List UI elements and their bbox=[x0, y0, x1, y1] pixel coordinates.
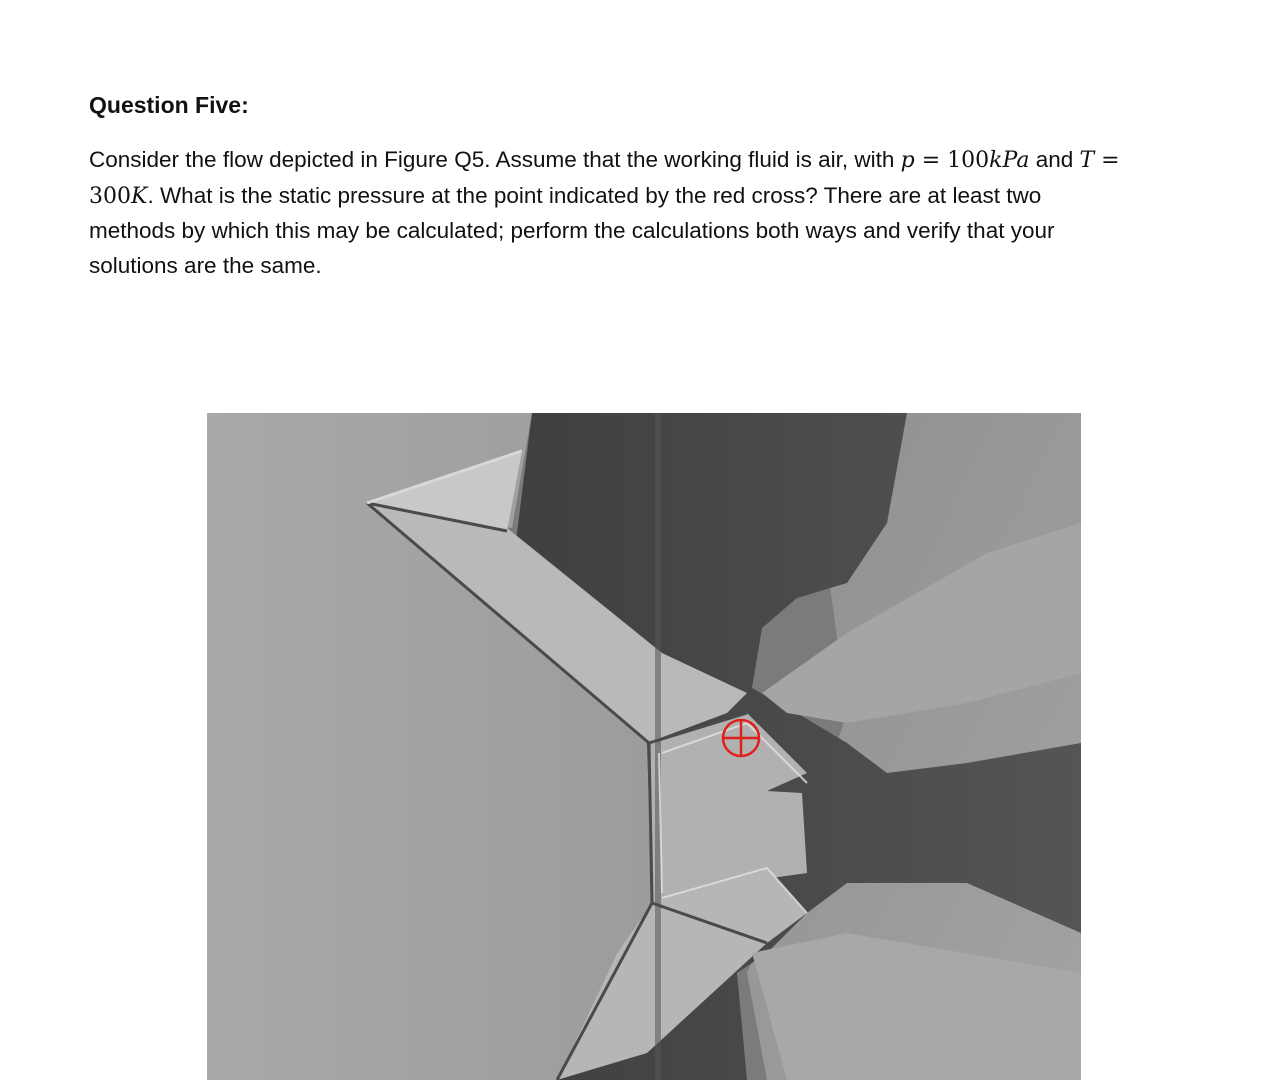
question-heading: Question Five: bbox=[89, 92, 249, 118]
temperature-equals: = bbox=[1094, 148, 1120, 173]
math-pressure bbox=[901, 148, 1030, 173]
math-temperature bbox=[1079, 148, 1119, 173]
paragraph-line-4: solutions are the same. bbox=[89, 252, 322, 278]
paragraph-line-2 bbox=[89, 179, 1199, 215]
math-temperature-value bbox=[89, 184, 147, 209]
and-text: and bbox=[1029, 147, 1080, 172]
line2-text: . What is the static pressure at the point indicated by the red cross? There are at least two bbox=[147, 182, 1042, 208]
pressure-unit: kPa bbox=[989, 148, 1030, 173]
pressure-equals: = 100 bbox=[914, 148, 990, 173]
line1-text: Consider the flow depicted in Figure Q5. Assume that the working fluid is air, with bbox=[89, 147, 901, 172]
paragraph-line-1 bbox=[89, 143, 1199, 179]
schlieren-figure bbox=[207, 413, 1081, 1080]
t-symbol: T bbox=[1079, 148, 1095, 173]
temperature-unit: K bbox=[131, 183, 148, 209]
red-crosshair-marker bbox=[723, 720, 759, 756]
vertical-stripe bbox=[655, 413, 661, 1080]
temperature-value: 300 bbox=[89, 183, 131, 209]
p-symbol: p bbox=[900, 148, 915, 173]
schlieren-image bbox=[207, 413, 1081, 1080]
question-paragraph bbox=[89, 143, 1199, 283]
paragraph-line-3: methods by which this may be calculated; perform the calculations both ways and verify that your bbox=[89, 218, 1055, 243]
